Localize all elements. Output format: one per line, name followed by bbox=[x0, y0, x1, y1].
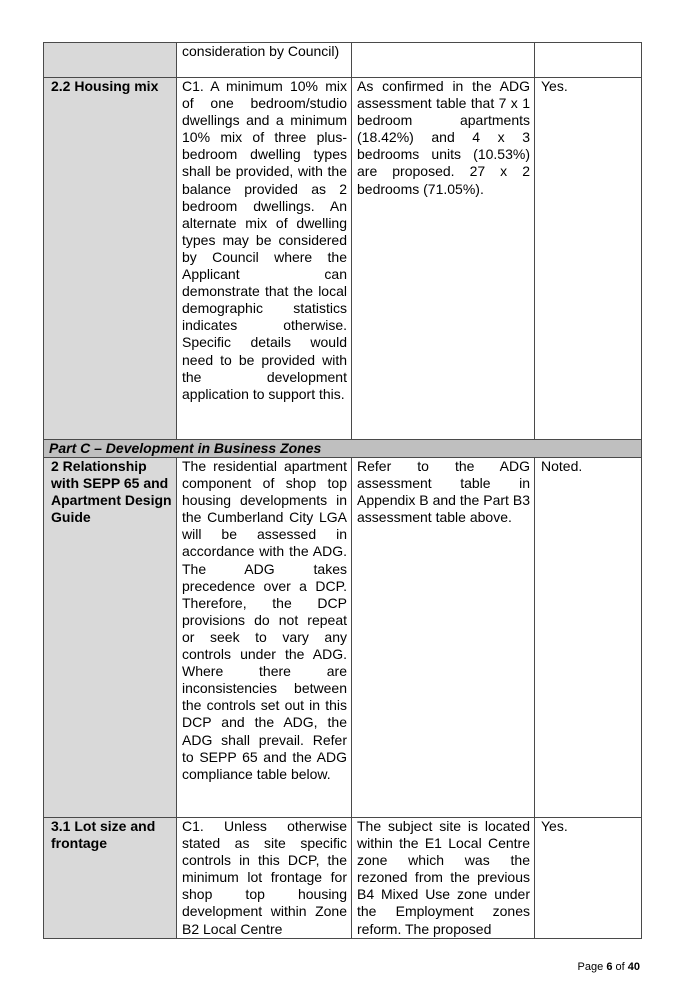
page-number: 6 bbox=[606, 961, 613, 973]
control-cell bbox=[177, 43, 352, 78]
control-cell: C1. A minimum 10% mix of one bedroom/studio dwellings and a minimum 10% mix of three plus-bedroom dwelling types shall be provided, with the balance provided as 2 bedroom dwellings. An alternate mix of dwelling types may be considered by Council where the Applicant can demonstrate that the local demographic statistics indicates otherwise. Specific details would need to be provided with the development application to support this. bbox=[177, 78, 352, 440]
row-heading bbox=[44, 43, 177, 78]
compliance-table bbox=[43, 42, 642, 939]
assessment-cell: As confirmed in the ADG assessment table that 7 x 1 bedroom apartments (18.42%) and 4 x 3 bedrooms units (10.53%) are proposed. 27 x 2 bedrooms (71.05%). bbox=[352, 78, 535, 440]
compliance-cell: Yes. bbox=[535, 818, 642, 939]
of-label: of bbox=[615, 961, 625, 973]
table-row bbox=[44, 78, 642, 440]
row-heading: 2 Relationship with SEPP 65 and Apartment Design Guide bbox=[44, 458, 177, 818]
compliance-cell bbox=[535, 43, 642, 78]
page-total: 40 bbox=[627, 961, 640, 973]
table-row bbox=[44, 818, 642, 939]
table-row bbox=[44, 458, 642, 818]
row-heading: 3.1 Lot size and frontage bbox=[44, 818, 177, 939]
section-row bbox=[44, 440, 642, 458]
assessment-cell: Refer to the ADG assessment table in Appendix B and the Part B3 assessment table above. bbox=[352, 458, 535, 818]
compliance-cell: Noted. bbox=[535, 458, 642, 818]
control-cell: C1. Unless otherwise stated as site specific controls in this DCP, the minimum lot frontage for shop top housing development within Zone B2 Local Centre bbox=[177, 818, 352, 939]
assessment-cell: The subject site is located within the E1 Local Centre zone which was the rezoned from the previous B4 Mixed Use zone under the Employment zones reform. The proposed bbox=[352, 818, 535, 939]
compliance-cell: Yes. bbox=[535, 78, 642, 440]
control-cell: The residential apartment component of shop top housing developments in the Cumberland City LGA will be assessed in accordance with the ADG. The ADG takes precedence over a DCP. Therefore, the DCP provisions do not repeat or seek to vary any controls under the ADG. Where there are inconsistencies between the controls set out in this DCP and the ADG, the ADG shall prevail. Refer to SEPP 65 and the ADG compliance table below. bbox=[177, 458, 352, 818]
page-footer bbox=[0, 961, 640, 973]
row-heading: 2.2 Housing mix bbox=[44, 78, 177, 440]
table-row bbox=[44, 43, 642, 78]
section-heading: Part C – Development in Business Zones bbox=[44, 440, 642, 458]
control-text: consideration by Council) bbox=[182, 43, 340, 59]
assessment-cell bbox=[352, 43, 535, 78]
page-label: Page bbox=[577, 961, 604, 973]
